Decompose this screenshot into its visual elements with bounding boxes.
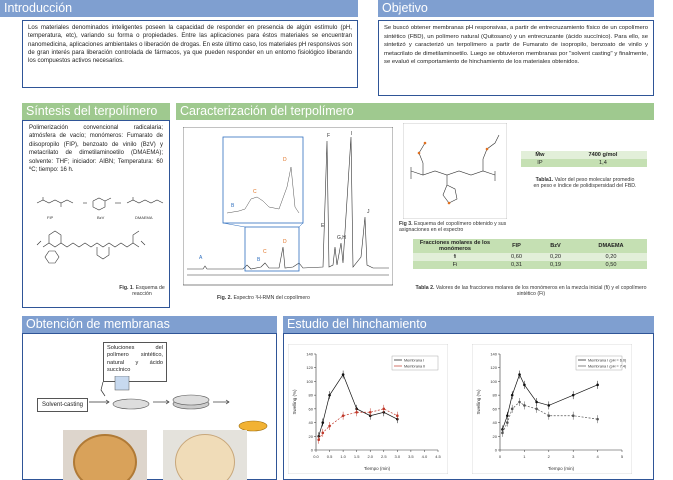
legend-label: Membrana I (pH = 6.0) [588,358,627,363]
casting-process [23,376,273,436]
y-tick-label: 140 [490,351,497,357]
x-tick-label: 1.5 [353,454,360,459]
x-tick-label: 3.0 [394,454,401,459]
table1-caption-bold: Tabla1. [535,177,554,183]
x-tick-label: 3.5 [408,454,414,459]
table2-cell: 0,20 [550,254,561,260]
swelling-chart-2 [472,344,632,474]
table2-cell: 0,50 [605,262,617,268]
y-tick-label: 20 [308,433,313,439]
y-tick-label: 140 [306,351,313,357]
solvent-casting-label: Solvent-casting [37,398,88,412]
fig1-caption [115,285,169,298]
nmr-label-i: I [351,131,353,137]
y-tick-label: 80 [308,392,313,398]
inset-label-c: C [253,189,257,195]
y-tick-label: 60 [308,406,313,412]
nmr-label-f: F [327,133,331,139]
sintesis-box [22,120,170,308]
fig1-caption-bold: Fig. 1 [119,285,133,291]
table2-caption-bold: Tabla 2. [415,285,435,291]
y-tick-label: 40 [492,420,497,426]
monomer-label-bzv: BzV [97,215,105,220]
petri-dish-icon [113,399,149,409]
table2-cell: 0,20 [605,254,617,260]
membrane-photo-2 [163,430,247,480]
legend-label: Membrana I (pH = 7.4) [588,364,627,369]
inset-label-b: B [231,203,235,209]
x-tick-label: 2.5 [380,454,387,459]
table1-row [521,151,647,159]
nmr-label-a: A [199,255,203,261]
sintesis-text: Polimerización convencional radicalaria; atmósfera de vacío; monómeros: Fumarato de diisopropilo (FIP), benzoato de vinilo (BzV) y metacrilato de dimetilaminoetilo (DMAEMA); solvente: THF; iniciador: AIBN; Temperatura: 60 ºC; tiempo: 16 h. [29,125,163,174]
nmr-spectrum [183,127,393,287]
table2-caption-text: Valores de las fracciones molares de los monómeros en la mezcla inicial (fi) y el copolímero sintético (Fi) [434,285,647,298]
x-tick-label: 0 [498,454,502,459]
y-tick-label: 0 [494,447,497,453]
intro-box [22,20,358,88]
inset-label-d: D [283,157,287,163]
nmr-label-c: C [263,249,267,255]
nmr-label-j: J [367,209,370,215]
y-tick-label: 60 [492,406,497,412]
membranas-title: Obtención de membranas [22,316,277,333]
y-tick-label: 120 [490,365,497,371]
legend-label: Membrana II [404,364,426,369]
nmr-label-gh: G,H [337,235,346,241]
monomer-label-fip: FIP [47,215,54,220]
x-tick-label: 5 [620,454,624,459]
table2-caption [411,285,651,298]
x-tick-label: 2 [547,454,550,459]
x-tick-label: 2.0 [367,454,374,459]
y-tick-label: 120 [306,365,313,371]
table1-caption-text: Valor del peso molecular promedio en peso e índice de polidispersidad del FBD. [533,177,637,190]
caracterizacion-box [176,120,654,308]
objetivo-text: Se buscó obtener membranas pH responsivas, a partir de entrecruzamiento físico de un copolímero sintético (FBD), un polímero natural (Quitosano) y un entrecruzante (ácido succínico). Para ello, se sintetizó y caracterizó un terpolímero a partir de Fumarato de isopropilo, benzoato de vinilo y metacrilato de dimetilaminoetilo. Luego se obtuvieron membranas por "solvent casting" y finalmente, se evaluó el comportamiento de hinchamiento de los materiales obtenidos. [384,25,648,66]
fig2-caption-bold: Fig. 2. [217,295,232,301]
fig3-caption [399,221,511,234]
fig2-caption-text: Espectro ¹H-RMN del copolímero [232,295,310,301]
objetivo-box [378,20,654,96]
table2-header: DMAEMA [598,243,624,249]
x-tick-label: 4.0 [421,454,428,459]
intro-title: Introducción [0,0,358,17]
intro-text: Los materiales denominados inteligentes poseen la capacidad de responder en presencia de algún estímulo (pH, temperatura, etc), variando su forma o propiedades. Entre las aplicaciones para éstos materiales se encuentran nanomedicina, aplicaciones ambientales o liberación de drogas. En este último caso, los materiales pH responsivos son de gran interés para liberación controlada de fármacos, ya que pueden responder en un entorno fisiológico liberando los compuestos activos necesarios. [28,24,352,65]
x-tick-label: 4.5 [435,454,441,459]
y-tick-label: 0 [310,447,313,453]
table2-cell: 0,60 [511,254,522,260]
table1-row [521,159,647,167]
fig1-caption-text: . Esquema de reacción [132,285,165,298]
table2-row [413,253,647,261]
table1-cell: 7400 g/mol [588,152,618,158]
solutions-text: Soluciones del polímero sintético, natural y ácido succínico [107,345,163,374]
copolymer-scheme [403,123,507,219]
table1 [521,151,647,167]
y-tick-label: 20 [492,433,497,439]
membranas-box [22,333,277,480]
legend-label: Membrana I [404,358,425,363]
objetivo-title: Objetivo [378,0,654,17]
table2-cell: fi [453,254,457,260]
table2-cell: 0,31 [511,262,522,268]
hinchamiento-title: Estudio del hinchamiento [283,316,654,333]
fig3-caption-bold: Fig 3. [399,221,413,227]
y-tick-label: 40 [308,420,313,426]
caracterizacion-title: Caracterización del terpolímero [176,103,654,120]
y-tick-label: 100 [490,378,497,384]
x-tick-label: 1.0 [340,454,346,459]
x-tick-label: 0.0 [313,454,319,459]
fig3-caption-text: Esquema del copolímero obtenido y sus asignaciones en el espectro [399,221,507,234]
table2-cell: 0,19 [550,262,561,268]
sintesis-title: Síntesis del terpolímero [22,103,170,120]
nmr-label-d: D [283,239,287,245]
nmr-inset [223,137,303,223]
x-axis-label: Tiempo (min) [363,466,391,471]
y-axis-label: Swelling (%) [292,389,297,415]
y-tick-label: 100 [306,378,313,384]
table1-cell: IP [537,160,543,166]
swelling-chart-1 [288,344,448,474]
nmr-label-b: B [257,257,261,263]
table2-header-row [413,239,647,253]
y-tick-label: 80 [492,392,497,398]
table1-cell: 1,4 [599,160,607,166]
x-axis-label: Tiempo (min) [547,466,575,471]
table2-header: Fracciones molares de los monómeros [419,240,491,252]
membrane-photo-1 [63,430,147,480]
table1-cell: M̄w [535,152,545,158]
table2-header: FIP [512,243,521,249]
table1-caption [533,177,637,190]
table2-cell: Fi [452,262,458,268]
x-tick-label: 1 [523,454,526,459]
fig2-caption [217,295,397,301]
y-axis-label: Swelling (%) [476,389,481,415]
x-tick-label: 0.5 [326,454,333,459]
table2-row [413,261,647,269]
nmr-label-e: E [321,223,325,229]
x-tick-label: 4 [596,454,599,459]
table2 [413,239,647,269]
monomer-label-dmaema: DMAEMA [135,215,153,220]
hinchamiento-box [283,333,654,480]
table2-header: BzV [550,243,561,249]
x-tick-label: 3 [572,454,575,459]
